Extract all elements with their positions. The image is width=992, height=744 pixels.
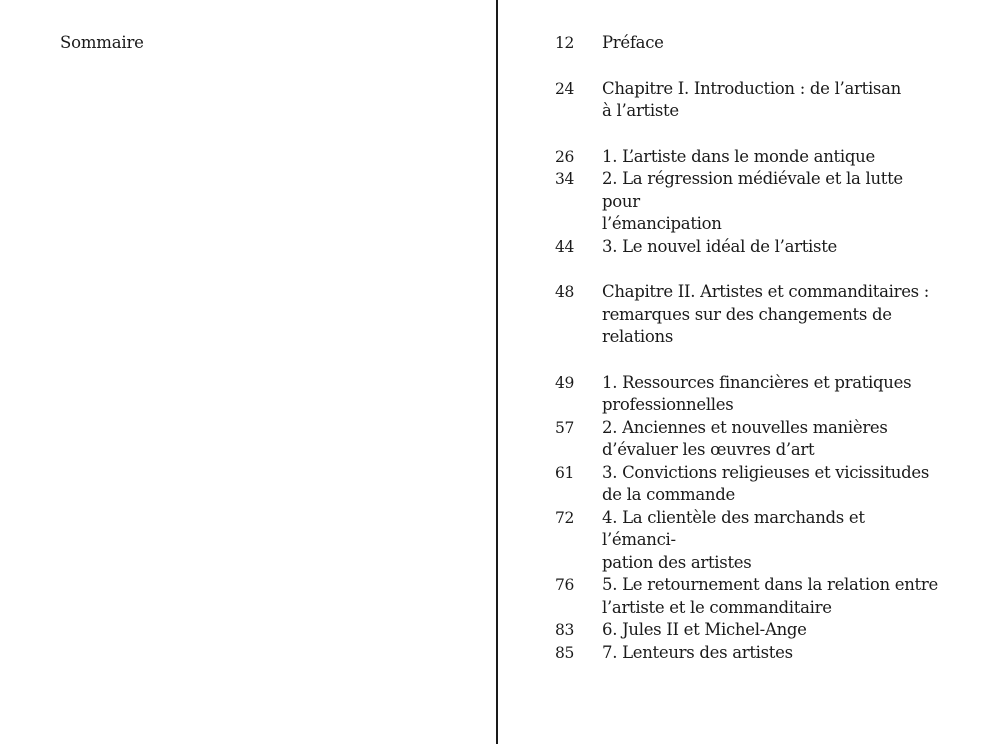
toc-page-number: 61 xyxy=(555,463,575,482)
toc-title: 2. La régression médiévale et la lutte pour l’émancipation xyxy=(602,169,903,233)
toc-entry[interactable] xyxy=(498,168,992,236)
toc-entry[interactable] xyxy=(498,32,992,55)
toc-title: 2. Anciennes et nouvelles manières d’évaluer les œuvres d’art xyxy=(602,417,888,459)
toc-page-number: 57 xyxy=(555,418,575,437)
toc-title: 5. Le retournement dans la relation entre l’artiste et le commanditaire xyxy=(602,575,938,617)
toc-entry[interactable] xyxy=(498,146,992,169)
toc-page-number: 76 xyxy=(555,576,575,594)
toc-page-number: 83 xyxy=(555,621,575,639)
toc-page-number: 24 xyxy=(555,79,575,98)
toc-title: 3. Convictions religieuses et vicissitudes de la commande xyxy=(602,462,929,504)
toc-entry[interactable] xyxy=(498,507,992,575)
table-of-contents xyxy=(498,32,992,664)
toc-title: 3. Le nouvel idéal de l’artiste xyxy=(602,236,838,256)
toc-entry[interactable] xyxy=(498,462,992,507)
toc-page-number: 72 xyxy=(555,508,575,527)
toc-entry[interactable] xyxy=(498,372,992,417)
toc-title: Préface xyxy=(602,33,664,52)
toc-page-number: 48 xyxy=(555,283,575,301)
toc-entry[interactable] xyxy=(498,78,992,123)
toc-page-number: 34 xyxy=(555,170,575,188)
toc-entry[interactable] xyxy=(498,281,992,349)
toc-page-number: 49 xyxy=(555,373,575,392)
toc-chapter-title: Chapitre I. Introduction : de l’artisan à l’artiste xyxy=(602,78,901,120)
toc-page-number: 85 xyxy=(555,643,575,662)
toc-entry[interactable] xyxy=(498,619,992,642)
toc-entry[interactable] xyxy=(498,642,992,665)
toc-page-number: 44 xyxy=(555,237,575,256)
toc-page-number: 26 xyxy=(555,147,575,166)
toc-chapter-title: Chapitre II. Artistes et commanditaires : remarques sur des changements de relations xyxy=(602,282,930,346)
toc-title: 4. La clientèle des marchands et l’émanci- pation des artistes xyxy=(602,507,865,572)
toc-title: 6. Jules II et Michel-Ange xyxy=(602,620,807,639)
right-page xyxy=(498,0,992,744)
toc-entry[interactable] xyxy=(498,417,992,462)
toc-page-number: 12 xyxy=(555,34,575,52)
page-title: Sommaire xyxy=(60,33,144,52)
toc-entry[interactable] xyxy=(498,236,992,259)
toc-title: 7. Lenteurs des artistes xyxy=(602,642,793,662)
toc-entry[interactable] xyxy=(498,574,992,619)
toc-title: 1. Ressources financières et pratiques professionnelles xyxy=(602,372,912,414)
toc-title: 1. L’artiste dans le monde antique xyxy=(602,146,875,166)
